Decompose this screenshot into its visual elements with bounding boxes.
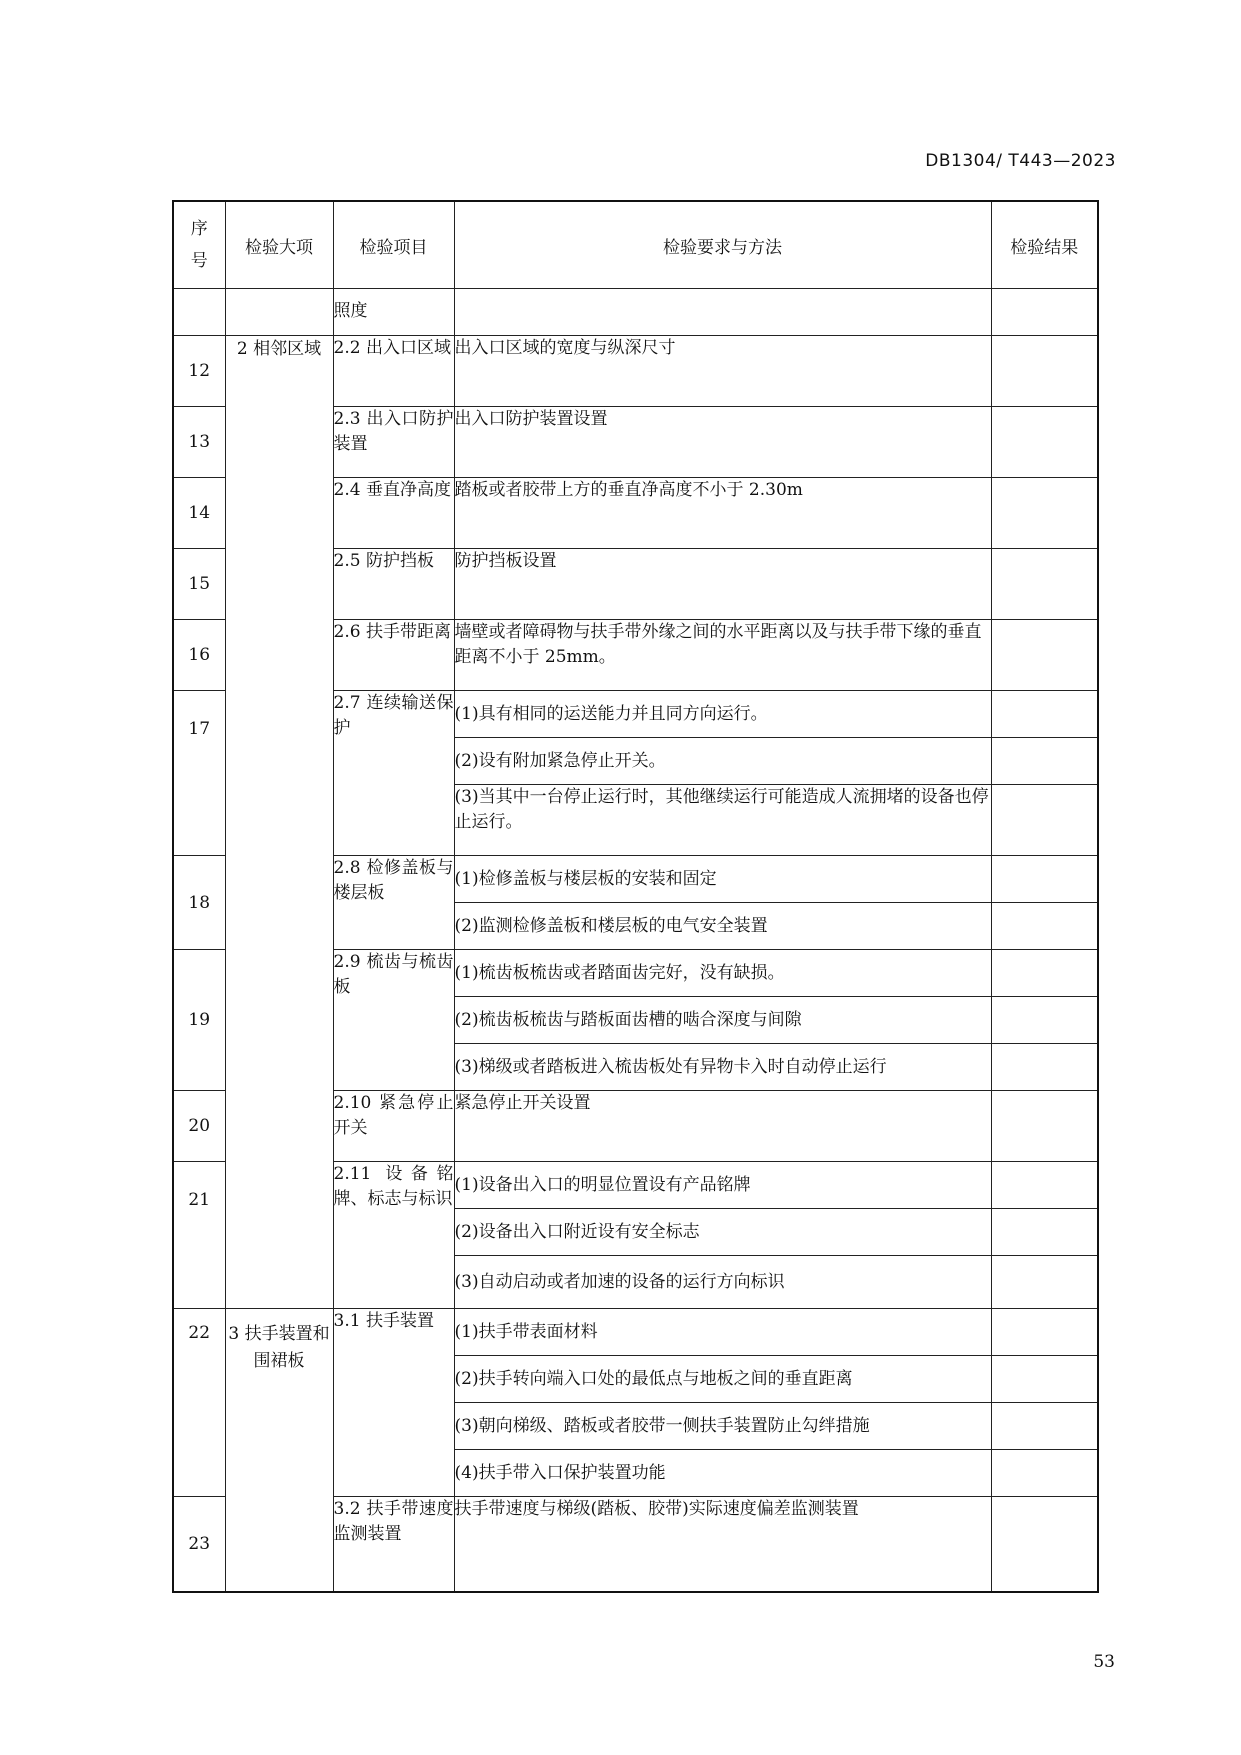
seq-cell: 17 — [173, 691, 225, 856]
result-cell — [991, 997, 1098, 1044]
requirement-cell: 防护挡板设置 — [454, 549, 991, 620]
major-cell-adjacent-area: 2 相邻区域 — [225, 336, 333, 1309]
requirement-cell: 紧急停止开关设置 — [454, 1091, 991, 1162]
item-cell: 2.9 梳齿与梳齿板 — [333, 950, 454, 1091]
result-cell — [991, 1403, 1098, 1450]
result-cell — [991, 478, 1098, 549]
requirement-cell: (2)设有附加紧急停止开关。 — [454, 738, 991, 785]
seq-cell: 19 — [173, 950, 225, 1091]
result-cell — [991, 738, 1098, 785]
result-cell — [991, 336, 1098, 407]
result-cell — [991, 1044, 1098, 1091]
requirement-cell: 出入口区域的宽度与纵深尺寸 — [454, 336, 991, 407]
result-cell — [991, 1356, 1098, 1403]
inspection-table — [172, 200, 1099, 1593]
result-cell — [991, 289, 1098, 336]
requirement-cell: (1)梳齿板梳齿或者踏面齿完好，没有缺损。 — [454, 950, 991, 997]
table-row — [173, 1309, 1098, 1356]
requirement-cell: 踏板或者胶带上方的垂直净高度不小于 2.30m — [454, 478, 991, 549]
item-cell: 2.7 连续输送保护 — [333, 691, 454, 856]
header-seq — [173, 201, 225, 289]
seq-cell: 21 — [173, 1162, 225, 1309]
result-cell — [991, 620, 1098, 691]
item-cell: 2.2 出入口区域 — [333, 336, 454, 407]
requirement-cell: (2)监测检修盖板和楼层板的电气安全装置 — [454, 903, 991, 950]
seq-cell: 22 — [173, 1309, 225, 1497]
seq-cell: 13 — [173, 407, 225, 478]
header-seq-line1: 序 — [190, 219, 208, 239]
requirement-cell: (4)扶手带入口保护装置功能 — [454, 1450, 991, 1497]
result-cell — [991, 1091, 1098, 1162]
item-cell: 2.5 防护挡板 — [333, 549, 454, 620]
requirement-cell: (1)设备出入口的明显位置设有产品铭牌 — [454, 1162, 991, 1209]
result-cell — [991, 785, 1098, 856]
table-row — [173, 289, 1098, 336]
item-cell: 2.3 出入口防护装置 — [333, 407, 454, 478]
seq-cell — [173, 289, 225, 336]
seq-cell: 23 — [173, 1497, 225, 1592]
major-cell — [225, 289, 333, 336]
result-cell — [991, 1162, 1098, 1209]
table-row — [173, 336, 1098, 407]
requirement-cell: (1)具有相同的运送能力并且同方向运行。 — [454, 691, 991, 738]
table-header-row — [173, 201, 1098, 289]
seq-cell: 18 — [173, 856, 225, 950]
seq-cell: 15 — [173, 549, 225, 620]
item-cell: 2.4 垂直净高度 — [333, 478, 454, 549]
header-item: 检验项目 — [333, 201, 454, 289]
result-cell — [991, 950, 1098, 997]
result-cell — [991, 1309, 1098, 1356]
item-cell: 3.1 扶手装置 — [333, 1309, 454, 1497]
requirement-cell: (2)梳齿板梳齿与踏板面齿槽的啮合深度与间隙 — [454, 997, 991, 1044]
major-cell-handrail-skirt: 3 扶手装置和围裙板 — [225, 1309, 333, 1592]
header-requirement: 检验要求与方法 — [454, 201, 991, 289]
header-seq-line2: 号 — [190, 251, 208, 271]
requirement-cell: (1)检修盖板与楼层板的安装和固定 — [454, 856, 991, 903]
page-number: 53 — [1093, 1652, 1115, 1672]
seq-cell: 14 — [173, 478, 225, 549]
item-cell: 2.11 设备铭牌、标志与标识 — [333, 1162, 454, 1309]
result-cell — [991, 903, 1098, 950]
requirement-cell: (3)自动启动或者加速的设备的运行方向标识 — [454, 1256, 991, 1309]
item-cell: 3.2 扶手带速度监测装置 — [333, 1497, 454, 1592]
header-major: 检验大项 — [225, 201, 333, 289]
requirement-cell: 扶手带速度与梯级(踏板、胶带)实际速度偏差监测装置 — [454, 1497, 991, 1592]
result-cell — [991, 691, 1098, 738]
item-cell: 2.10 紧急停止开关 — [333, 1091, 454, 1162]
item-cell: 2.6 扶手带距离 — [333, 620, 454, 691]
requirement-cell: 出入口防护装置设置 — [454, 407, 991, 478]
result-cell — [991, 856, 1098, 903]
requirement-cell: (3)当其中一台停止运行时，其他继续运行可能造成人流拥堵的设备也停止运行。 — [454, 785, 991, 856]
requirement-cell: (1)扶手带表面材料 — [454, 1309, 991, 1356]
seq-cell: 12 — [173, 336, 225, 407]
result-cell — [991, 1209, 1098, 1256]
header-result: 检验结果 — [991, 201, 1098, 289]
result-cell — [991, 1256, 1098, 1309]
result-cell — [991, 549, 1098, 620]
seq-cell: 20 — [173, 1091, 225, 1162]
requirement-cell: (2)扶手转向端入口处的最低点与地板之间的垂直距离 — [454, 1356, 991, 1403]
document-code: DB1304/ T443—2023 — [925, 151, 1116, 171]
seq-cell: 16 — [173, 620, 225, 691]
result-cell — [991, 407, 1098, 478]
requirement-cell: 墙壁或者障碍物与扶手带外缘之间的水平距离以及与扶手带下缘的垂直距离不小于 25mm。 — [454, 620, 991, 691]
result-cell — [991, 1450, 1098, 1497]
item-cell: 2.8 检修盖板与楼层板 — [333, 856, 454, 950]
item-cell: 照度 — [333, 289, 454, 336]
requirement-cell: (3)朝向梯级、踏板或者胶带一侧扶手装置防止勾绊措施 — [454, 1403, 991, 1450]
requirement-cell: (3)梯级或者踏板进入梳齿板处有异物卡入时自动停止运行 — [454, 1044, 991, 1091]
requirement-cell: (2)设备出入口附近设有安全标志 — [454, 1209, 991, 1256]
requirement-cell — [454, 289, 991, 336]
result-cell — [991, 1497, 1098, 1592]
